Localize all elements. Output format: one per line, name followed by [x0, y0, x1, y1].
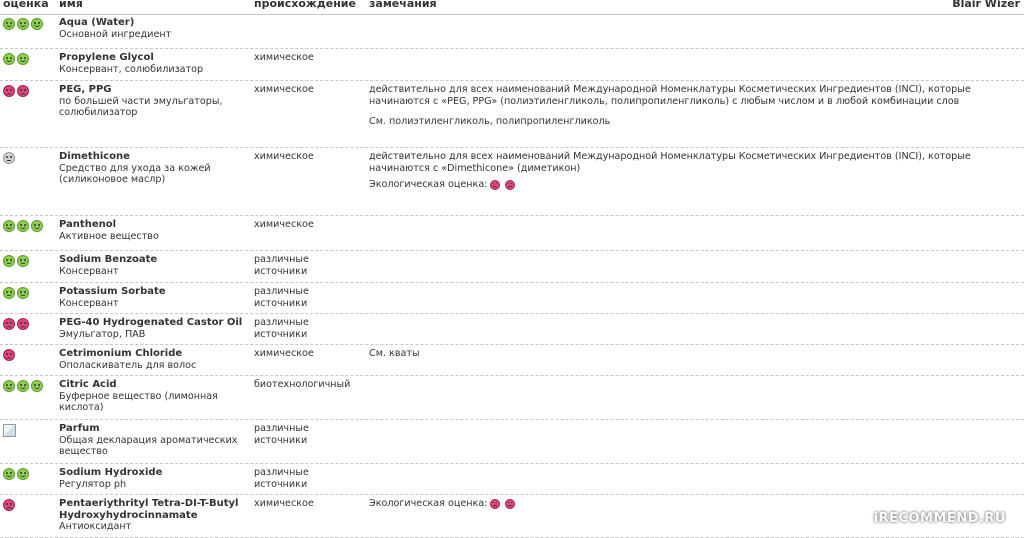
note-text: См. кваты	[369, 348, 420, 359]
green-smiley-icon	[17, 18, 29, 30]
sad-smiley-icon	[3, 499, 15, 511]
name-cell	[59, 219, 249, 242]
table-row	[0, 345, 1024, 376]
name-cell	[59, 52, 249, 75]
origin-cell: различные источники	[254, 317, 309, 340]
origin-cell: химическое	[254, 219, 314, 230]
ingredient-name[interactable]: Pentaeriythrityl Tetra-DI-T-Butyl Hydroxyhydrocinnamate	[59, 498, 239, 521]
table-row	[0, 251, 1024, 283]
origin-cell: различные источники	[254, 286, 309, 309]
rating-cell	[3, 220, 45, 232]
origin-cell: химическое	[254, 498, 314, 509]
green-smiley-icon	[3, 53, 15, 65]
origin-cell: различные источники	[254, 467, 309, 490]
ingredient-function: Ополаскиватель для волос	[59, 359, 197, 371]
rating-cell	[3, 499, 17, 511]
broken-image-icon	[3, 424, 16, 437]
ingredient-function: Консервант, солюбилизатор	[59, 63, 204, 75]
ingredient-function: Основной ингредиент	[59, 28, 172, 40]
eco-rating-label: Экологическая оценка:	[369, 498, 488, 509]
green-smiley-icon	[31, 380, 43, 392]
rating-cell	[3, 468, 31, 480]
origin-cell: химическое	[254, 151, 314, 162]
name-cell	[59, 286, 249, 309]
sad-smiley-icon	[490, 180, 500, 190]
notes-cell	[369, 498, 1021, 510]
green-smiley-icon	[3, 220, 15, 232]
table-row	[0, 495, 1024, 538]
rating-cell	[3, 318, 31, 330]
green-smiley-icon	[3, 287, 15, 299]
ingredient-function: Консервант	[59, 297, 119, 309]
ingredient-function: Консервант	[59, 265, 119, 277]
ingredient-name[interactable]: Sodium Benzoate	[59, 254, 158, 265]
table-row	[0, 14, 1024, 49]
note-text: См. полиэтиленгликоль, полипропиленгликоль	[369, 116, 611, 127]
header-notes: замечания	[369, 0, 437, 10]
green-smiley-icon	[3, 468, 15, 480]
ingredient-function: по большей части эмульгаторы, солюбилизатор	[59, 95, 223, 118]
sad-smiley-icon	[505, 499, 515, 509]
table-row	[0, 148, 1024, 216]
notes-cell	[369, 84, 1021, 128]
sad-smiley-icon	[490, 499, 500, 509]
eco-rating	[369, 179, 517, 191]
rating-cell	[3, 152, 17, 164]
origin-cell: химическое	[254, 52, 314, 63]
notes-cell	[369, 348, 1021, 360]
ingredient-name[interactable]: Cetrimonium Chloride	[59, 348, 183, 359]
rating-cell	[3, 287, 31, 299]
ingredient-function: Средство для ухода за кожей (силиконовое маслр)	[59, 162, 211, 185]
sad-smiley-icon	[3, 85, 15, 97]
ingredient-function: Регулятор ph	[59, 478, 127, 490]
sad-smiley-icon	[17, 85, 29, 97]
notes-cell	[369, 151, 1021, 191]
green-smiley-icon	[17, 220, 29, 232]
ingredient-function: Общая декларация ароматических вещество	[59, 434, 238, 457]
origin-cell: различные источники	[254, 423, 309, 446]
rating-cell	[3, 18, 45, 30]
green-smiley-icon	[3, 18, 15, 30]
name-cell	[59, 379, 249, 414]
ingredient-name[interactable]: Panthenol	[59, 219, 117, 230]
ingredient-name[interactable]: Dimethicone	[59, 151, 130, 162]
rating-cell	[3, 85, 31, 97]
table-row	[0, 283, 1024, 314]
table-row	[0, 420, 1024, 464]
name-cell	[59, 151, 249, 186]
name-cell	[59, 348, 249, 371]
table-row	[0, 376, 1024, 420]
green-smiley-icon	[3, 255, 15, 267]
sad-smiley-icon	[17, 318, 29, 330]
rating-cell	[3, 380, 45, 392]
table-row	[0, 216, 1024, 251]
eco-rating-label: Экологическая оценка:	[369, 179, 488, 190]
green-smiley-icon	[31, 18, 43, 30]
header-origin: происхождение	[254, 0, 356, 10]
ingredient-function: Антиоксидант	[59, 521, 132, 532]
watermark-logo: iRECOMMEND.RU	[873, 511, 1006, 526]
green-smiley-icon	[3, 380, 15, 392]
sad-smiley-icon	[3, 318, 15, 330]
name-cell	[59, 467, 249, 490]
origin-cell: химическое	[254, 84, 314, 95]
header-rating: оценка	[3, 0, 49, 10]
eco-rating	[369, 498, 517, 510]
table-row	[0, 81, 1024, 148]
sad-smiley-icon	[505, 180, 515, 190]
ingredient-name[interactable]: Aqua (Water)	[59, 17, 135, 28]
table-header	[0, 0, 1024, 15]
ingredient-function: Буферное вещество (лимонная кислота)	[59, 390, 218, 413]
sad-smiley-icon	[3, 349, 15, 361]
ingredient-name[interactable]: Propylene Glycol	[59, 52, 154, 63]
rating-cell	[3, 255, 31, 267]
rating-cell	[3, 424, 16, 441]
note-text: действительно для всех наименований Международной Номенклатуры Косметических Ингредиентов (INCI), которые начинаются с «PEG, PPG» (полиэтиленгликоль, полипропиленгликоль) с любым числом и в любой комбинации слов	[369, 84, 971, 107]
name-cell	[59, 498, 249, 533]
ingredient-name[interactable]: Parfum	[59, 423, 100, 434]
origin-cell: биотехнологичный	[254, 379, 351, 390]
note-text: действительно для всех наименований Международной Номенклатуры Косметических Ингредиентов (INCI), которые начинаются с «Dimethicone» (диметикон)	[369, 151, 971, 174]
origin-cell: химическое	[254, 348, 314, 359]
table-row	[0, 464, 1024, 495]
origin-cell: различные источники	[254, 254, 309, 277]
ingredient-name[interactable]: Sodium Hydroxide	[59, 467, 163, 478]
ingredient-function: Эмульгатор, ПАВ	[59, 328, 146, 340]
green-smiley-icon	[17, 255, 29, 267]
table-row	[0, 49, 1024, 81]
green-smiley-icon	[17, 287, 29, 299]
name-cell	[59, 317, 249, 340]
ingredient-name[interactable]: Citric Acid	[59, 379, 117, 390]
table-row	[0, 314, 1024, 345]
green-smiley-icon	[17, 468, 29, 480]
name-cell	[59, 423, 249, 458]
rating-cell	[3, 349, 17, 361]
name-cell	[59, 84, 249, 119]
name-cell	[59, 254, 249, 277]
ingredient-name[interactable]: Potassium Sorbate	[59, 286, 166, 297]
neutral-smiley-icon	[3, 152, 15, 164]
green-smiley-icon	[17, 53, 29, 65]
green-smiley-icon	[31, 220, 43, 232]
header-name: имя	[59, 0, 83, 10]
green-smiley-icon	[17, 380, 29, 392]
ingredient-name[interactable]: PEG-40 Hydrogenated Castor Oil	[59, 317, 243, 328]
username[interactable]: Blair Wizer	[952, 0, 1020, 10]
ingredient-name[interactable]: PEG, PPG	[59, 84, 112, 95]
ingredient-function: Активное вещество	[59, 230, 159, 242]
rating-cell	[3, 53, 31, 65]
name-cell	[59, 17, 249, 40]
